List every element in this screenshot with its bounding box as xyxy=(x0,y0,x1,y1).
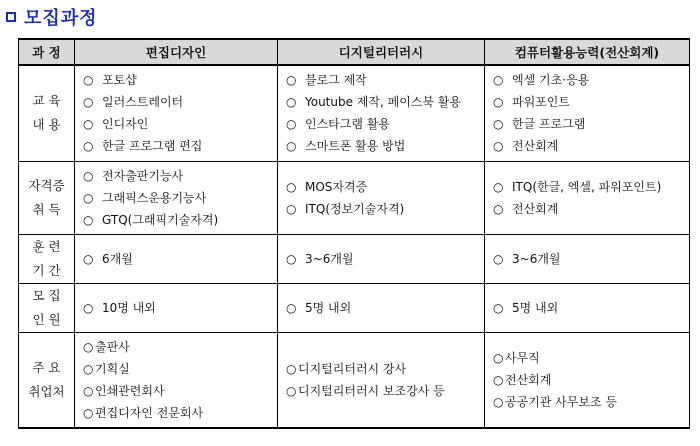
cell xyxy=(485,161,690,234)
circle-bullet-icon: ○ xyxy=(493,95,504,110)
header-corner: 과 정 xyxy=(19,39,75,65)
cell xyxy=(485,332,690,428)
item-text: 전산회계 xyxy=(505,372,552,387)
cell-list xyxy=(485,176,689,220)
row-recruitment xyxy=(19,283,690,332)
list-item xyxy=(286,113,484,135)
item-text: 인스타그램 활용 xyxy=(305,117,390,132)
list-item xyxy=(493,135,689,157)
cell-list xyxy=(485,297,689,319)
list-item xyxy=(286,135,484,157)
circle-bullet-icon: ○ xyxy=(286,117,297,132)
item-text: MOS자격증 xyxy=(305,179,368,194)
item-text: 5명 내외 xyxy=(305,300,352,315)
cell xyxy=(485,234,690,283)
cell xyxy=(75,234,278,283)
row-label-line: 취업처 xyxy=(28,383,65,399)
list-item xyxy=(286,91,484,113)
table-header-row xyxy=(19,39,690,65)
cell-list xyxy=(75,248,277,270)
item-text: 디지털리터러시 강사 xyxy=(298,361,407,376)
item-text: 전산회계 xyxy=(512,201,559,216)
cell-list xyxy=(75,69,277,157)
circle-bullet-icon: ○ xyxy=(493,350,504,365)
circle-bullet-icon: ○ xyxy=(286,139,297,154)
item-text: 일러스트레이터 xyxy=(102,95,184,110)
circle-bullet-icon: ○ xyxy=(83,168,94,183)
item-text: 사무직 xyxy=(505,350,540,365)
cell-list xyxy=(278,297,484,319)
item-text: 3~6개월 xyxy=(305,251,354,266)
circle-bullet-icon: ○ xyxy=(83,361,94,376)
row-label-content xyxy=(19,65,75,161)
list-item xyxy=(493,176,689,198)
circle-bullet-icon: ○ xyxy=(493,394,504,409)
circle-bullet-icon: ○ xyxy=(83,73,94,88)
circle-bullet-icon: ○ xyxy=(286,179,297,194)
cell-list xyxy=(278,248,484,270)
list-item xyxy=(493,198,689,220)
item-text: 블로그 제작 xyxy=(305,73,367,88)
item-text: ITQ(한글, 엑셀, 파워포인트) xyxy=(512,179,662,194)
item-text: 인디자인 xyxy=(102,117,149,132)
cell-list xyxy=(75,297,277,319)
item-text: 기획실 xyxy=(95,361,130,376)
circle-bullet-icon: ○ xyxy=(83,212,94,227)
circle-bullet-icon: ○ xyxy=(286,300,297,315)
item-text: GTQ(그래픽기술자격) xyxy=(102,212,219,227)
circle-bullet-icon: ○ xyxy=(493,300,504,315)
list-item xyxy=(286,248,484,270)
circle-bullet-icon: ○ xyxy=(493,117,504,132)
list-item xyxy=(493,113,689,135)
row-label-line: 취 득 xyxy=(32,201,61,217)
list-item xyxy=(286,198,484,220)
section-heading xyxy=(6,3,98,31)
list-item xyxy=(493,91,689,113)
item-text: 포토샵 xyxy=(102,73,137,88)
row-label-line: 훈 련 xyxy=(32,238,61,254)
row-employment xyxy=(19,332,690,428)
list-item xyxy=(83,113,277,135)
circle-bullet-icon: ○ xyxy=(493,201,504,216)
cell-list xyxy=(485,347,689,413)
circle-bullet-icon: ○ xyxy=(83,95,94,110)
circle-bullet-icon: ○ xyxy=(83,383,94,398)
header-computer-skills: 컴퓨터활용능력(전산회계) xyxy=(485,39,690,65)
row-label-line: 교 육 xyxy=(32,93,61,109)
item-text: Youtube 제작, 페이스북 활용 xyxy=(305,95,461,110)
row-label-recruitment xyxy=(19,283,75,332)
cell-list xyxy=(278,176,484,220)
row-label-line: 기 간 xyxy=(32,262,61,278)
course-table xyxy=(18,38,690,429)
cell xyxy=(278,283,485,332)
cell-list xyxy=(278,69,484,157)
list-item xyxy=(286,380,484,402)
list-item xyxy=(83,209,277,231)
circle-bullet-icon: ○ xyxy=(493,73,504,88)
circle-bullet-icon: ○ xyxy=(83,251,94,266)
row-label-line: 내 용 xyxy=(32,117,61,133)
row-label-line: 자격증 xyxy=(28,177,65,193)
circle-bullet-icon: ○ xyxy=(83,300,94,315)
circle-bullet-icon: ○ xyxy=(493,179,504,194)
cell-list xyxy=(485,248,689,270)
cell xyxy=(278,161,485,234)
circle-bullet-icon: ○ xyxy=(493,251,504,266)
circle-bullet-icon: ○ xyxy=(83,190,94,205)
list-item xyxy=(493,69,689,91)
list-item xyxy=(83,248,277,270)
item-text: 공공기관 사무보조 등 xyxy=(505,394,617,409)
cell xyxy=(75,332,278,428)
list-item xyxy=(83,165,277,187)
item-text: 5명 내외 xyxy=(512,300,559,315)
item-text: 전산회계 xyxy=(512,139,559,154)
list-item xyxy=(83,297,277,319)
list-item xyxy=(83,91,277,113)
row-label-line: 인 원 xyxy=(32,311,61,327)
list-item xyxy=(83,402,277,424)
circle-bullet-icon: ○ xyxy=(83,405,94,420)
header-digital-literacy: 디지털리터러시 xyxy=(278,39,485,65)
circle-bullet-icon: ○ xyxy=(286,383,297,398)
circle-bullet-icon: ○ xyxy=(286,95,297,110)
item-text: 출판사 xyxy=(95,339,130,354)
list-item xyxy=(83,380,277,402)
item-text: 디지털리터러시 보조강사 등 xyxy=(298,383,445,398)
cell xyxy=(278,65,485,161)
cell-list xyxy=(75,336,277,424)
cell xyxy=(485,283,690,332)
list-item xyxy=(83,187,277,209)
row-label-certification xyxy=(19,161,75,234)
item-text: 전자출판기능사 xyxy=(102,168,184,183)
item-text: 편집디자인 전문회사 xyxy=(95,405,204,420)
cell xyxy=(75,161,278,234)
circle-bullet-icon: ○ xyxy=(83,339,94,354)
circle-bullet-icon: ○ xyxy=(493,139,504,154)
cell xyxy=(75,65,278,161)
circle-bullet-icon: ○ xyxy=(286,73,297,88)
item-text: 엑셀 기초·응용 xyxy=(512,73,590,88)
cell-list xyxy=(485,69,689,157)
list-item xyxy=(83,135,277,157)
row-label-line: 주 요 xyxy=(32,359,61,375)
item-text: 10명 내외 xyxy=(102,300,156,315)
item-text: 한글 프로그램 편집 xyxy=(102,139,203,154)
list-item xyxy=(83,336,277,358)
circle-bullet-icon: ○ xyxy=(83,117,94,132)
list-item xyxy=(493,297,689,319)
row-content xyxy=(19,65,690,161)
list-item xyxy=(493,369,689,391)
cell xyxy=(278,332,485,428)
circle-bullet-icon: ○ xyxy=(286,251,297,266)
item-text: 그래픽스운용기능사 xyxy=(102,190,207,205)
list-item xyxy=(493,248,689,270)
item-text: 스마트폰 활용 방법 xyxy=(305,139,406,154)
cell xyxy=(278,234,485,283)
row-label-training-period xyxy=(19,234,75,283)
list-item xyxy=(493,391,689,413)
row-training-period xyxy=(19,234,690,283)
list-item xyxy=(83,69,277,91)
item-text: 파워포인트 xyxy=(512,95,570,110)
row-label-employment xyxy=(19,332,75,428)
section-title: 모집과정 xyxy=(24,8,98,29)
item-text: 인쇄관련회사 xyxy=(95,383,165,398)
list-item xyxy=(493,347,689,369)
row-certification xyxy=(19,161,690,234)
list-item xyxy=(286,176,484,198)
cell-list xyxy=(75,165,277,231)
list-item xyxy=(286,297,484,319)
list-item xyxy=(286,358,484,380)
item-text: 한글 프로그램 xyxy=(512,117,586,132)
row-label-line: 모 집 xyxy=(32,287,61,303)
circle-bullet-icon: ○ xyxy=(286,361,297,376)
circle-bullet-icon: ○ xyxy=(493,372,504,387)
circle-bullet-icon: ○ xyxy=(83,139,94,154)
list-item xyxy=(83,358,277,380)
header-editorial-design: 편집디자인 xyxy=(75,39,278,65)
item-text: 6개월 xyxy=(102,251,133,266)
item-text: 3~6개월 xyxy=(512,251,561,266)
square-bullet-icon xyxy=(6,12,16,22)
cell-list xyxy=(278,358,484,402)
circle-bullet-icon: ○ xyxy=(286,201,297,216)
item-text: ITQ(정보기술자격) xyxy=(305,201,405,216)
cell xyxy=(75,283,278,332)
list-item xyxy=(286,69,484,91)
cell xyxy=(485,65,690,161)
